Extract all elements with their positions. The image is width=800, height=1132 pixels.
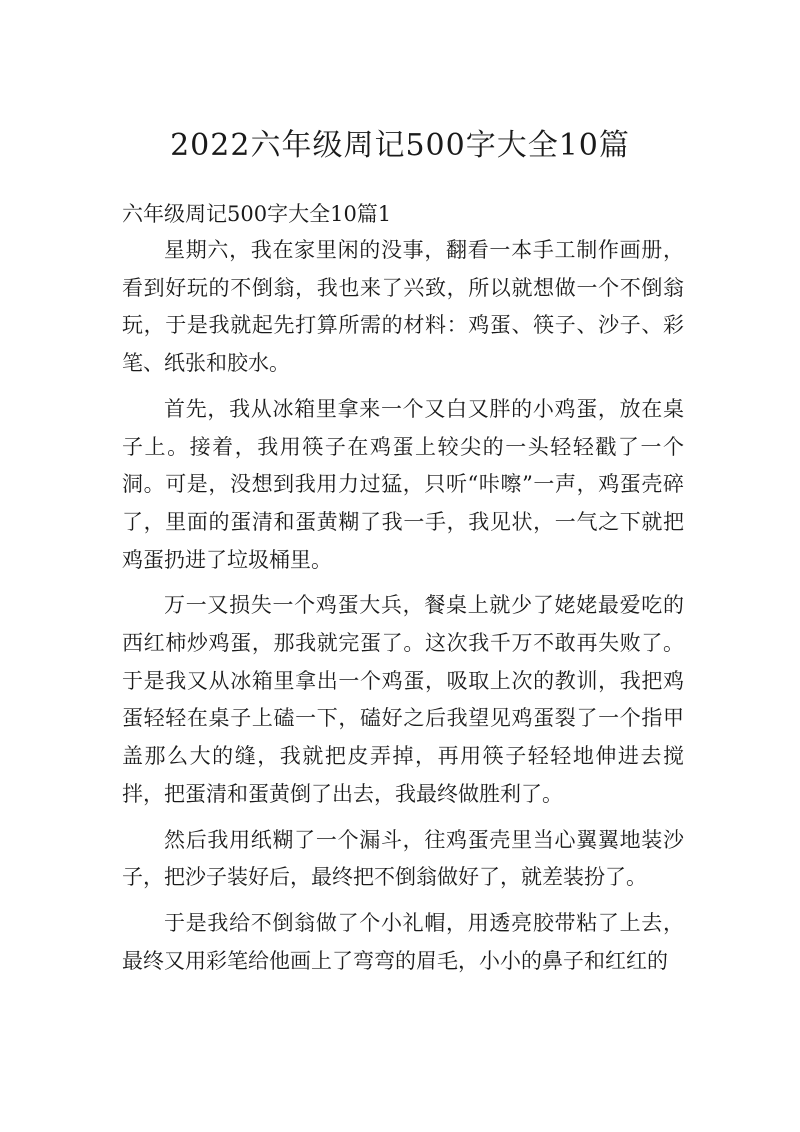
article-body xyxy=(122,232,684,988)
section-heading: 六年级周记500字大全10篇1 xyxy=(122,202,392,226)
paragraph: 万一又损失一个鸡蛋大兵，餐桌上就少了姥姥最爱吃的西红柿炒鸡蛋，那我就完蛋了。这次我千万不敢再失败了。于是我又从冰箱里拿出一个鸡蛋，吸取上次的教训，我把鸡蛋轻轻在桌子上磕一下，磕好之后我望见鸡蛋裂了一个指甲盖那么大的缝，我就把皮弄掉，再用筷子轻轻地伸进去搅拌，把蛋清和蛋黄倒了出去，我最终做胜利了。 xyxy=(122,593,684,806)
document-title: 2022六年级周记500字大全10篇 xyxy=(170,128,630,163)
paragraph: 星期六，我在家里闲的没事，翻看一本手工制作画册，看到好玩的不倒翁，我也来了兴致，所以就想做一个不倒翁玩，于是我就起先打算所需的材料：鸡蛋、筷子、沙子、彩笔、纸张和胶水。 xyxy=(122,238,684,376)
paragraph: 于是我给不倒翁做了个小礼帽，用透亮胶带粘了上去，最终又用彩笔给他画上了弯弯的眉毛，小小的鼻子和红红的 xyxy=(122,910,684,973)
paragraph: 首先，我从冰箱里拿来一个又白又胖的小鸡蛋，放在桌子上。接着，我用筷子在鸡蛋上较尖的一头轻轻戳了一个洞。可是，没想到我用力过猛，只听“咔嚓”一声，鸡蛋壳碎了，里面的蛋清和蛋黄糊了我一手，我见状，一气之下就把鸡蛋扔进了垃圾桶里。 xyxy=(122,396,684,572)
paragraph: 然后我用纸糊了一个漏斗，往鸡蛋壳里当心翼翼地装沙子，把沙子装好后，最终把不倒翁做好了，就差装扮了。 xyxy=(122,827,684,890)
